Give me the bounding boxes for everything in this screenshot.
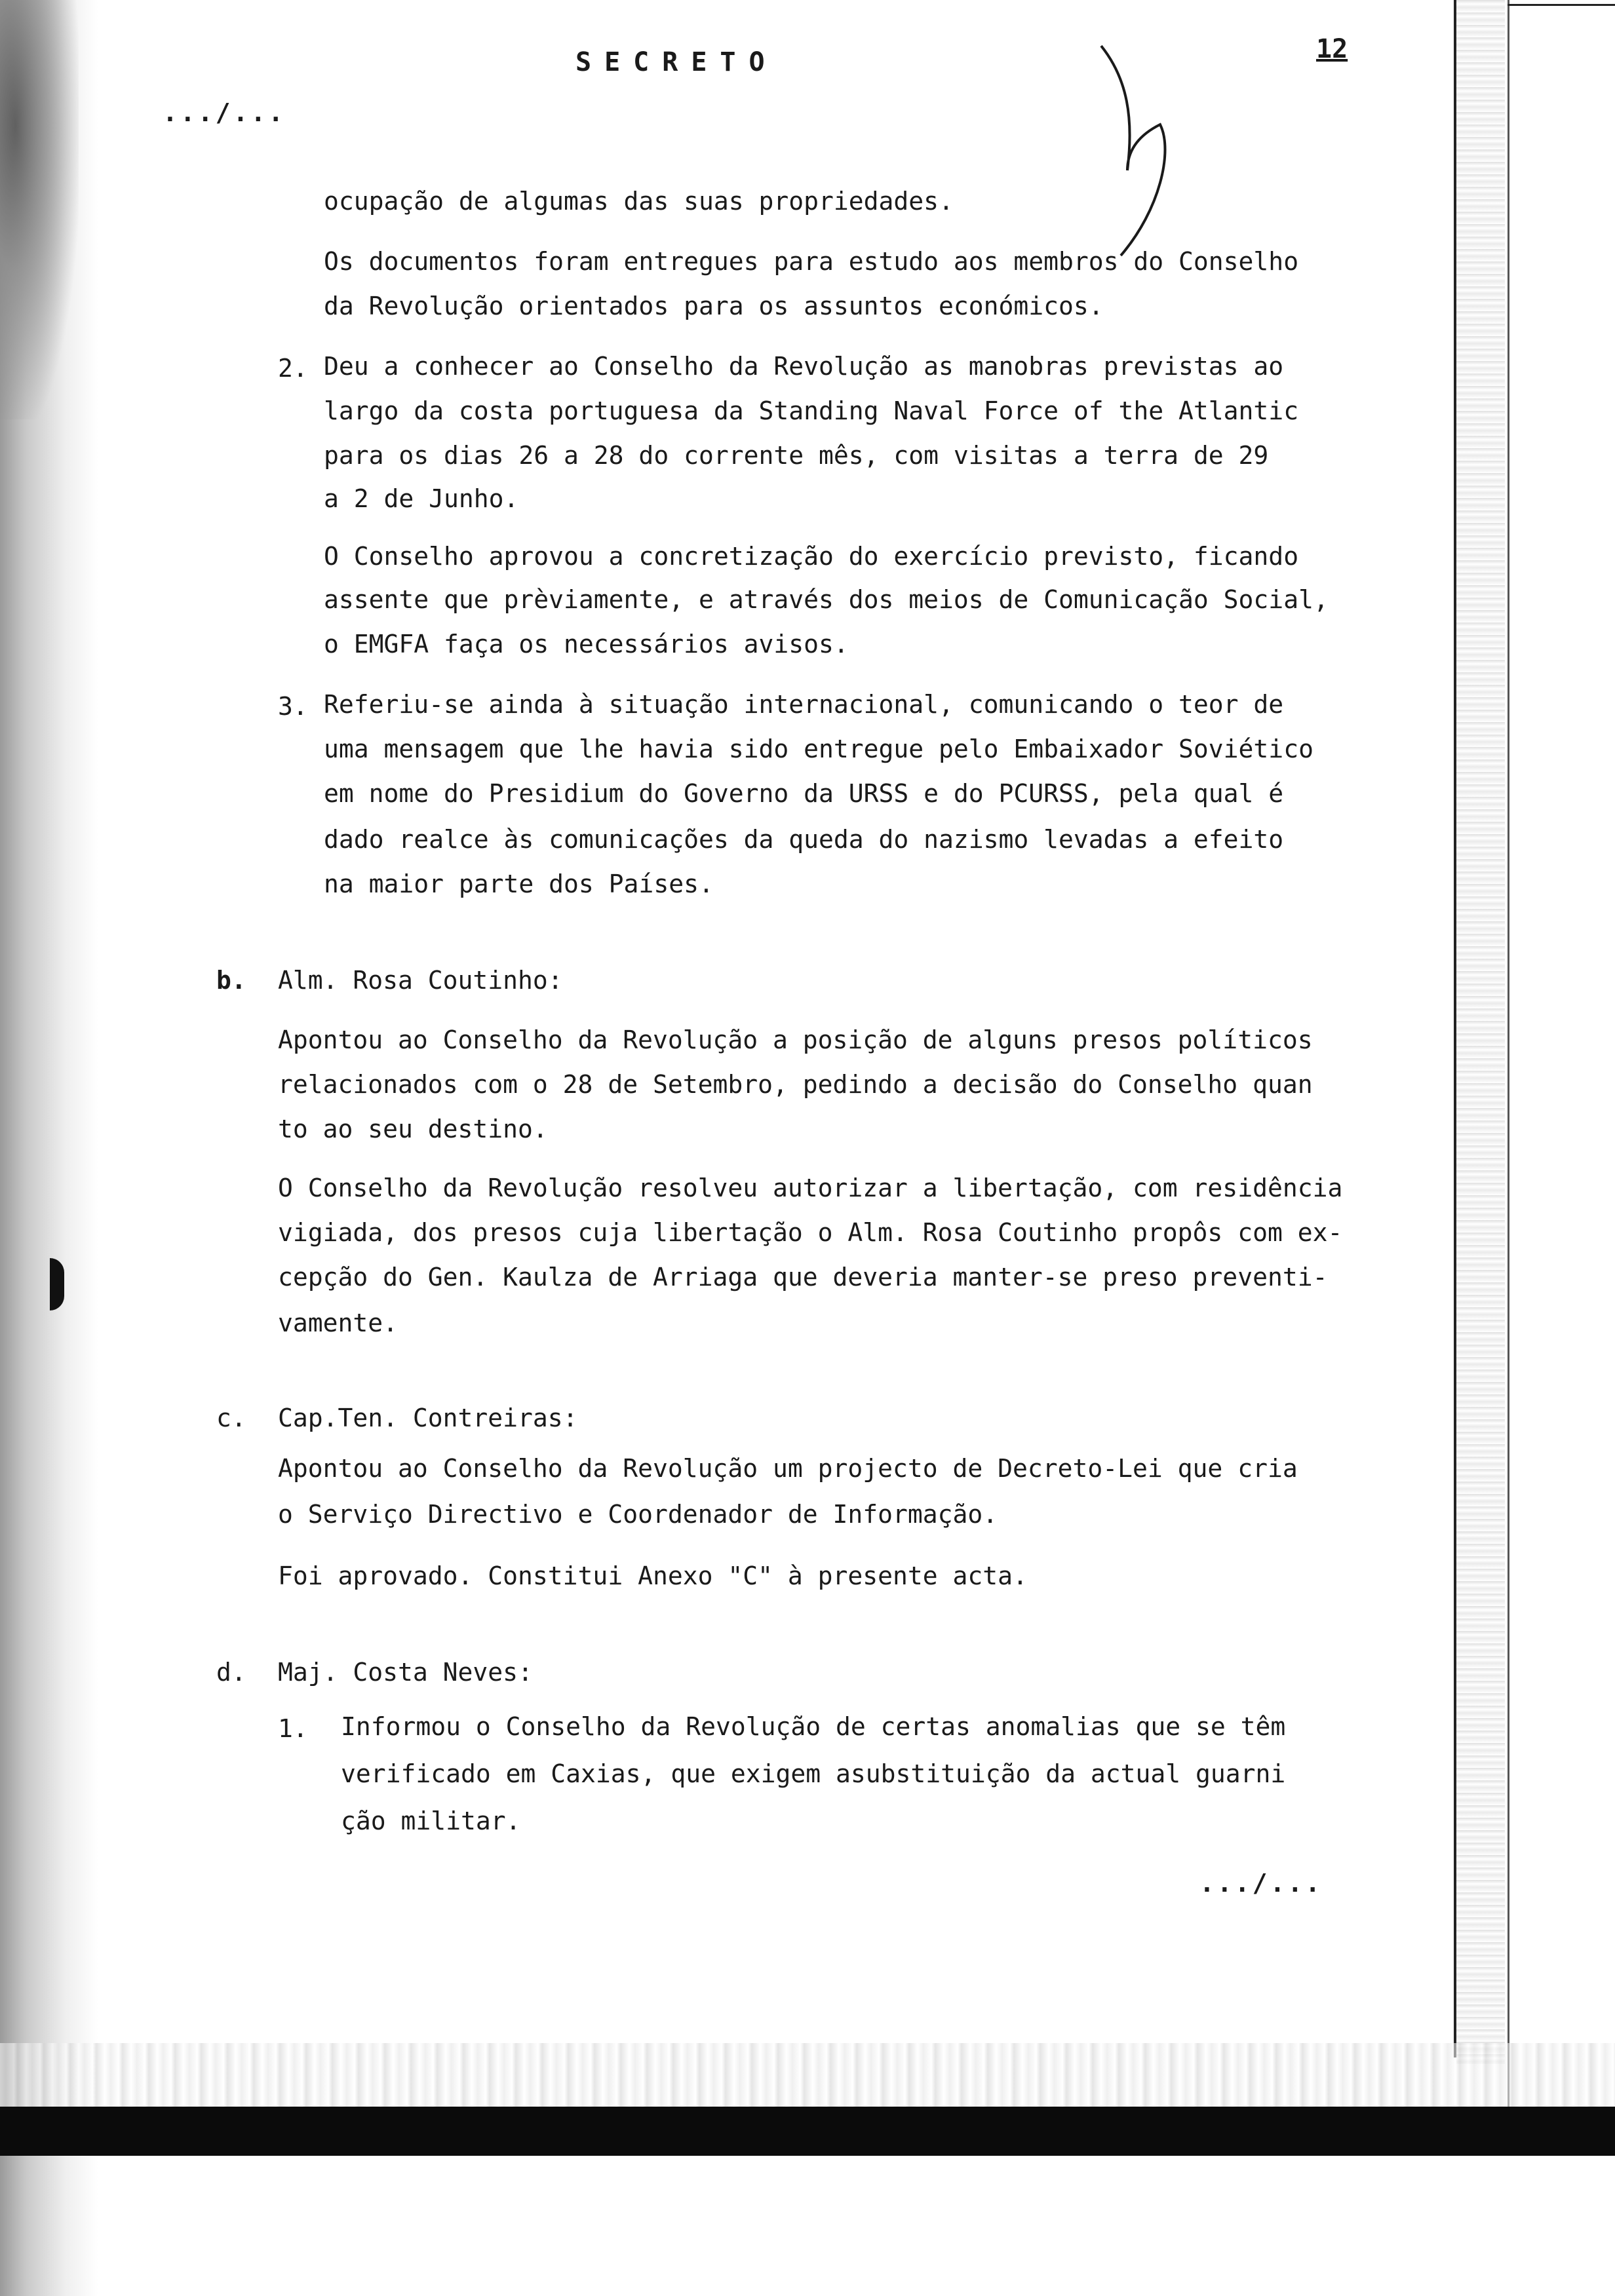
continuation-bottom: .../... <box>1199 1869 1323 1898</box>
continuation-top: .../... <box>163 98 286 127</box>
text-line: to ao seu destino. <box>278 1115 548 1143</box>
scan-right-noise <box>1456 0 1505 2064</box>
text-line: Informou o Conselho da Revolução de certas anomalias que se têm <box>341 1712 1286 1741</box>
text-line: uma mensagem que lhe havia sido entregue pelo Embaixador Soviético <box>324 735 1313 763</box>
text-line: O Conselho da Revolução resolveu autorizar a libertação, com residência <box>278 1174 1343 1202</box>
text-line: Referiu-se ainda à situação internacional, comunicando o teor de <box>324 690 1284 719</box>
scan-top-rule <box>1508 4 1615 6</box>
section-marker: d. <box>216 1658 246 1687</box>
item-number: 2. <box>278 354 308 383</box>
text-line: vamente. <box>278 1309 399 1337</box>
text-line: a 2 de Junho. <box>324 484 519 513</box>
text-line: da Revolução orientados para os assuntos económicos. <box>324 292 1104 320</box>
section-title: Cap.Ten. Contreiras: <box>278 1404 578 1432</box>
text-line: Apontou ao Conselho da Revolução a posição de alguns presos políticos <box>278 1025 1313 1054</box>
scan-right-rule <box>1454 0 1456 2057</box>
text-line: Foi aprovado. Constitui Anexo "C" à presente acta. <box>278 1561 1028 1590</box>
classification-header: SECRETO <box>575 47 778 77</box>
text-line: na maior parte dos Países. <box>324 870 714 898</box>
section-title: Maj. Costa Neves: <box>278 1658 533 1687</box>
text-line: largo da costa portuguesa da Standing Naval Force of the Atlantic <box>324 396 1299 425</box>
text-line: o EMGFA faça os necessários avisos. <box>324 630 849 659</box>
scan-left-blot <box>0 0 79 419</box>
text-line: assente que prèviamente, e através dos meios de Comunicação Social, <box>324 585 1329 614</box>
text-line: relacionados com o 28 de Setembro, pedindo a decisão do Conselho quan <box>278 1070 1313 1099</box>
scan-bottom-band <box>0 2107 1615 2156</box>
text-line: em nome do Presidium do Governo da URSS e do PCURSS, pela qual é <box>324 779 1284 808</box>
text-line: Os documentos foram entregues para estudo aos membros do Conselho <box>324 247 1299 276</box>
text-line: cepção do Gen. Kaulza de Arriaga que deveria manter-se preso preventi- <box>278 1263 1328 1292</box>
scan-right-margin <box>1508 0 1615 2149</box>
text-line: para os dias 26 a 28 do corrente mês, com visitas a terra de 29 <box>324 441 1269 470</box>
scan-bottom-noise <box>0 2043 1615 2107</box>
text-line: Deu a conhecer ao Conselho da Revolução as manobras previstas ao <box>324 352 1284 381</box>
text-line: vigiada, dos presos cuja libertação o Alm. Rosa Coutinho propôs com ex- <box>278 1218 1343 1247</box>
punch-hole-mark <box>50 1258 64 1311</box>
section-title: Alm. Rosa Coutinho: <box>278 966 563 995</box>
text-line: ção militar. <box>341 1807 521 1835</box>
section-marker: b. <box>216 966 246 995</box>
handwritten-initials-icon <box>1088 39 1193 262</box>
text-line: verificado em Caxias, que exigem asubstituição da actual guarni <box>341 1759 1286 1788</box>
text-line: Apontou ao Conselho da Revolução um projecto de Decreto-Lei que cria <box>278 1454 1298 1483</box>
item-number: 1. <box>278 1714 308 1743</box>
section-marker: c. <box>216 1404 246 1432</box>
item-number: 3. <box>278 692 308 721</box>
text-line: o Serviço Directivo e Coordenador de Informação. <box>278 1500 998 1529</box>
text-line: O Conselho aprovou a concretização do exercício previsto, ficando <box>324 542 1299 571</box>
text-line: ocupação de algumas das suas propriedades. <box>324 187 954 216</box>
text-line: dado realce às comunicações da queda do nazismo levadas a efeito <box>324 825 1284 854</box>
page-number: 12 <box>1316 34 1348 64</box>
